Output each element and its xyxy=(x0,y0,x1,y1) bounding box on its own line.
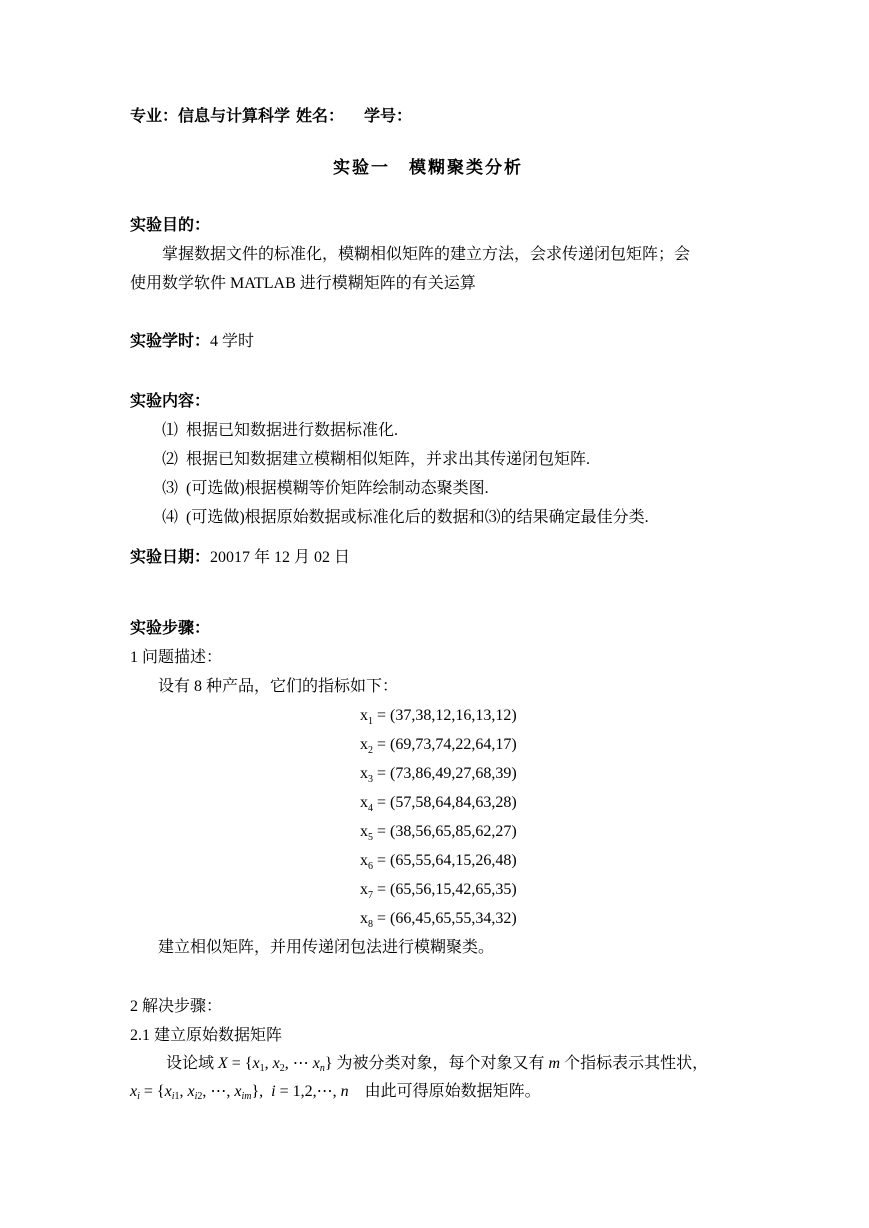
vector-line xyxy=(360,909,517,935)
vector-index: 3 xyxy=(368,774,373,786)
vector-line xyxy=(360,764,517,790)
vector-line xyxy=(360,793,517,819)
section-1-title: 1 问题描述： xyxy=(130,649,223,666)
vector-line xyxy=(360,851,517,877)
item-text: 根据已知数据建立模糊相似矩阵，并求出其传递闭包矩阵. xyxy=(186,451,591,468)
vector-value: = (57,58,64,84,63,28) xyxy=(373,794,517,811)
vector-value: = (65,56,15,42,65,35) xyxy=(373,881,517,898)
vector-name: x xyxy=(360,823,368,840)
vector-value: = (73,86,49,27,68,39) xyxy=(373,765,517,782)
vector-index: 1 xyxy=(368,716,373,728)
text-segment: 设论域 xyxy=(166,1055,215,1072)
section-1-outro: 建立相似矩阵，并用传递闭包法进行模糊聚类。 xyxy=(158,939,495,956)
id-label: 学号： xyxy=(364,108,413,125)
item-text: (可选做)根据原始数据或标准化后的数据和⑶的结果确定最佳分类. xyxy=(186,509,649,526)
purpose-line-1: 掌握数据文件的标准化，模糊相似矩阵的建立方法，会求传递闭包矩阵；会 xyxy=(162,246,691,263)
vector-index: 4 xyxy=(368,803,373,815)
vector-value: = (66,45,65,55,34,32) xyxy=(373,910,517,927)
item-number: ⑴ xyxy=(162,422,179,439)
section-2-1-title: 2.1 建立原始数据矩阵 xyxy=(130,1027,283,1044)
section-2-1-line-2 xyxy=(130,1082,541,1107)
content-item xyxy=(162,508,649,528)
major-value: 信息与计算科学 xyxy=(178,108,291,125)
vector-name: x xyxy=(360,881,368,898)
vector-line xyxy=(360,880,517,906)
date-label: 实验日期： xyxy=(130,549,211,566)
vector-name: x xyxy=(360,910,368,927)
text-segment: 个指标表示其性状， xyxy=(564,1055,709,1072)
date-line xyxy=(130,548,350,568)
section-1-intro: 设有 8 种产品，它们的指标如下： xyxy=(158,678,399,695)
vector-index: 6 xyxy=(368,861,373,873)
vector-index: 8 xyxy=(368,919,373,931)
vector-value: = (38,56,65,85,62,27) xyxy=(373,823,517,840)
hours-value: 4 学时 xyxy=(210,333,255,350)
content-item xyxy=(162,450,590,470)
purpose-line-2: 使用数学软件 MATLAB 进行模糊矩阵的有关运算 xyxy=(130,275,476,292)
content-item xyxy=(162,421,398,441)
date-value: 20017 年 12 月 02 日 xyxy=(210,549,351,566)
vector-name: x xyxy=(360,736,368,753)
item-number: ⑵ xyxy=(162,451,179,468)
item-text: 根据已知数据进行数据标准化. xyxy=(186,422,399,439)
section-2-title: 2 解决步骤： xyxy=(130,998,223,1015)
hours-line xyxy=(130,332,254,352)
name-label: 姓名： xyxy=(296,108,345,125)
vector-name: x xyxy=(360,707,368,724)
steps-heading: 实验步骤： xyxy=(130,620,211,637)
item-number: ⑷ xyxy=(162,509,179,526)
text-segment: 为被分类对象，每个对象又有 xyxy=(336,1055,545,1072)
purpose-heading: 实验目的： xyxy=(130,217,211,234)
m-symbol: m xyxy=(548,1055,561,1072)
item-text: (可选做)根据模糊等价矩阵绘制动态聚类图. xyxy=(186,480,489,497)
vector-name: x xyxy=(360,852,368,869)
hours-label: 实验学时： xyxy=(130,333,211,350)
vector-index: 7 xyxy=(368,890,373,902)
content-item xyxy=(162,479,489,499)
header-line xyxy=(130,107,412,127)
vector-value: = (37,38,12,16,13,12) xyxy=(373,707,517,724)
vector-line xyxy=(360,822,517,848)
vector-index: 5 xyxy=(368,832,373,844)
vector-line xyxy=(360,706,517,732)
object-formula: $x_i = \{x_{i1}$, $x_{i2}$, ⋯, $x_{im}$}, i = 1,2,⋯, n xyxy=(130,1083,349,1102)
vector-line xyxy=(360,735,517,761)
vector-name: x xyxy=(360,765,368,782)
vector-value: = (65,55,64,15,26,48) xyxy=(373,852,517,869)
section-2-1-line-1 xyxy=(166,1054,708,1079)
vector-name: x xyxy=(360,794,368,811)
content-heading: 实验内容： xyxy=(130,393,211,410)
item-number: ⑶ xyxy=(162,480,179,497)
major-label: 专业： xyxy=(130,108,179,125)
vector-value: = (69,73,74,22,64,17) xyxy=(373,736,517,753)
text-segment: 由此可得原始数据矩阵。 xyxy=(364,1083,541,1100)
page-title: 实验一 模糊聚类分析 xyxy=(333,158,523,177)
domain-formula: $X = \{x_1$, $x_2$, ⋯ $x_n$} xyxy=(218,1055,333,1074)
vector-index: 2 xyxy=(368,745,373,757)
